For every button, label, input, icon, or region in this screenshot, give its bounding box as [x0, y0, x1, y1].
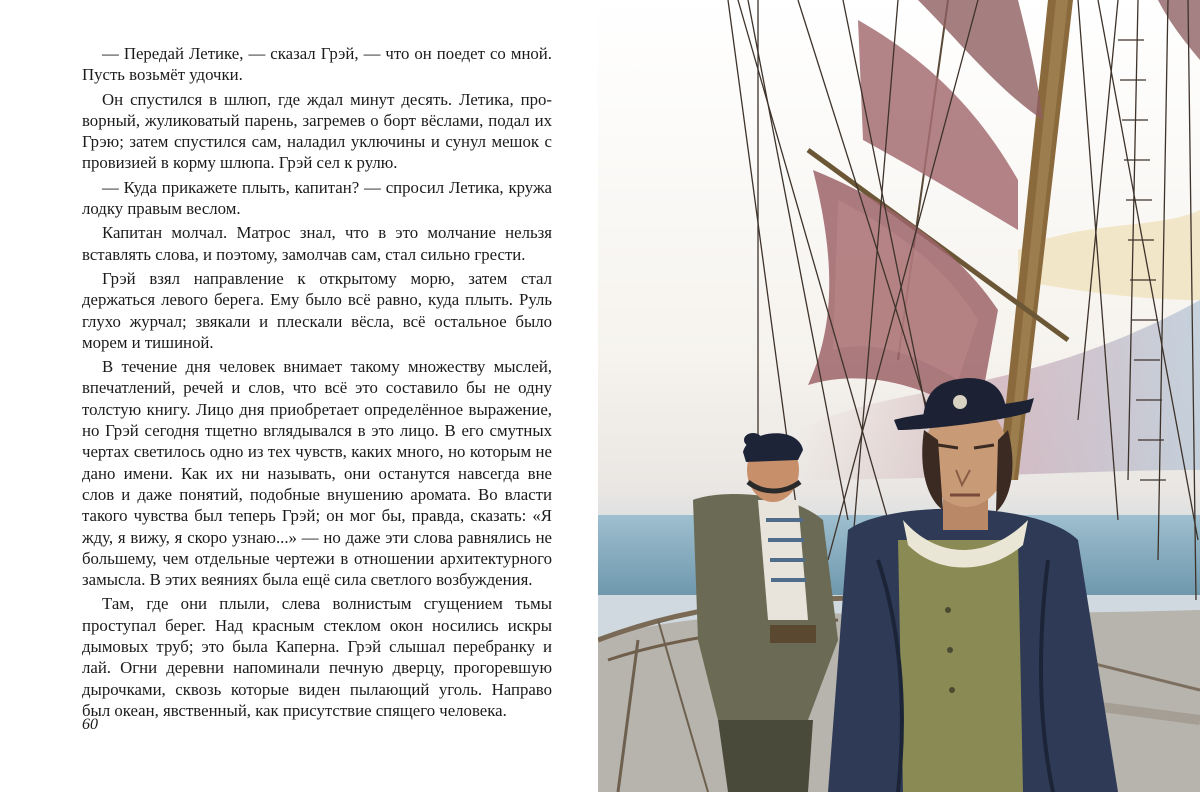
text-column	[82, 43, 552, 724]
ship-illustration	[598, 0, 1200, 792]
paragraph: — Передай Летике, — сказал Грэй, — что он поедет со мной. Пусть возьмёт удочки.	[82, 44, 552, 85]
paragraph: Он спустился в шлюп, где ждал минут десять. Летика, проворный, жуликоватый парень, загремев о борт вёслами, подал их Грэю; затем спустился сам, наладил уключины и сунул мешок с провизией в корму шлюпа. Грэй сел к рулю.	[82, 89, 552, 173]
paragraph: Капитан молчал. Матрос знал, что в это молчание нельзя вставлять слова, и поэтому, замолчав сам, стал сильно грести.	[82, 223, 552, 264]
page-number: 60	[82, 716, 98, 733]
paragraph: Грэй взял направление к открытому морю, затем стал держаться левого берега. Ему было всё равно, куда плыть. Руль глухо журчал; звякали и плескали вёсла, всё остальное было морем и тишиной.	[82, 268, 552, 352]
paragraph: Там, где они плыли, слева волнистым сгущением тьмы проступал берег. Над красным стеклом окон носились искры дымовых труб; это была Каперна. Грэй слышал перебранку и лай. Огни деревни напоминали печную дверцу, прогоревшую дырочками, сквозь которые виден пылающий уголь. Направо был океан, явственный, как присутствие спящего человека.	[82, 594, 552, 720]
paragraph: В течение дня человек внимает такому множеству мыслей, впечатлений, речей и слов, что всё это составило бы не одну толстую книгу. Лицо дня приобретает определённое выражение, но Грэй сегодня тщетно вглядывался в это лицо. В его смутных чертах светилось одно из тех чувств, каких много, но которым не дано имени. Как их ни называть, они останутся навсегда вне слов и даже понятий, подобные внушению аромата. Во власти такого чувства был теперь Грэй; он мог бы, правда, сказать: «Я жду, я вижу, я скоро узнаю...» — но даже эти слова равнялись не большему, чем отдельные чертежи в отношении архитектурного замысла. В этих веяниях была ещё сила светлого возбуждения.	[82, 357, 552, 590]
paragraph: — Куда прикажете плыть, капитан? — спросил Летика, кружа лодку правым веслом.	[82, 177, 552, 219]
